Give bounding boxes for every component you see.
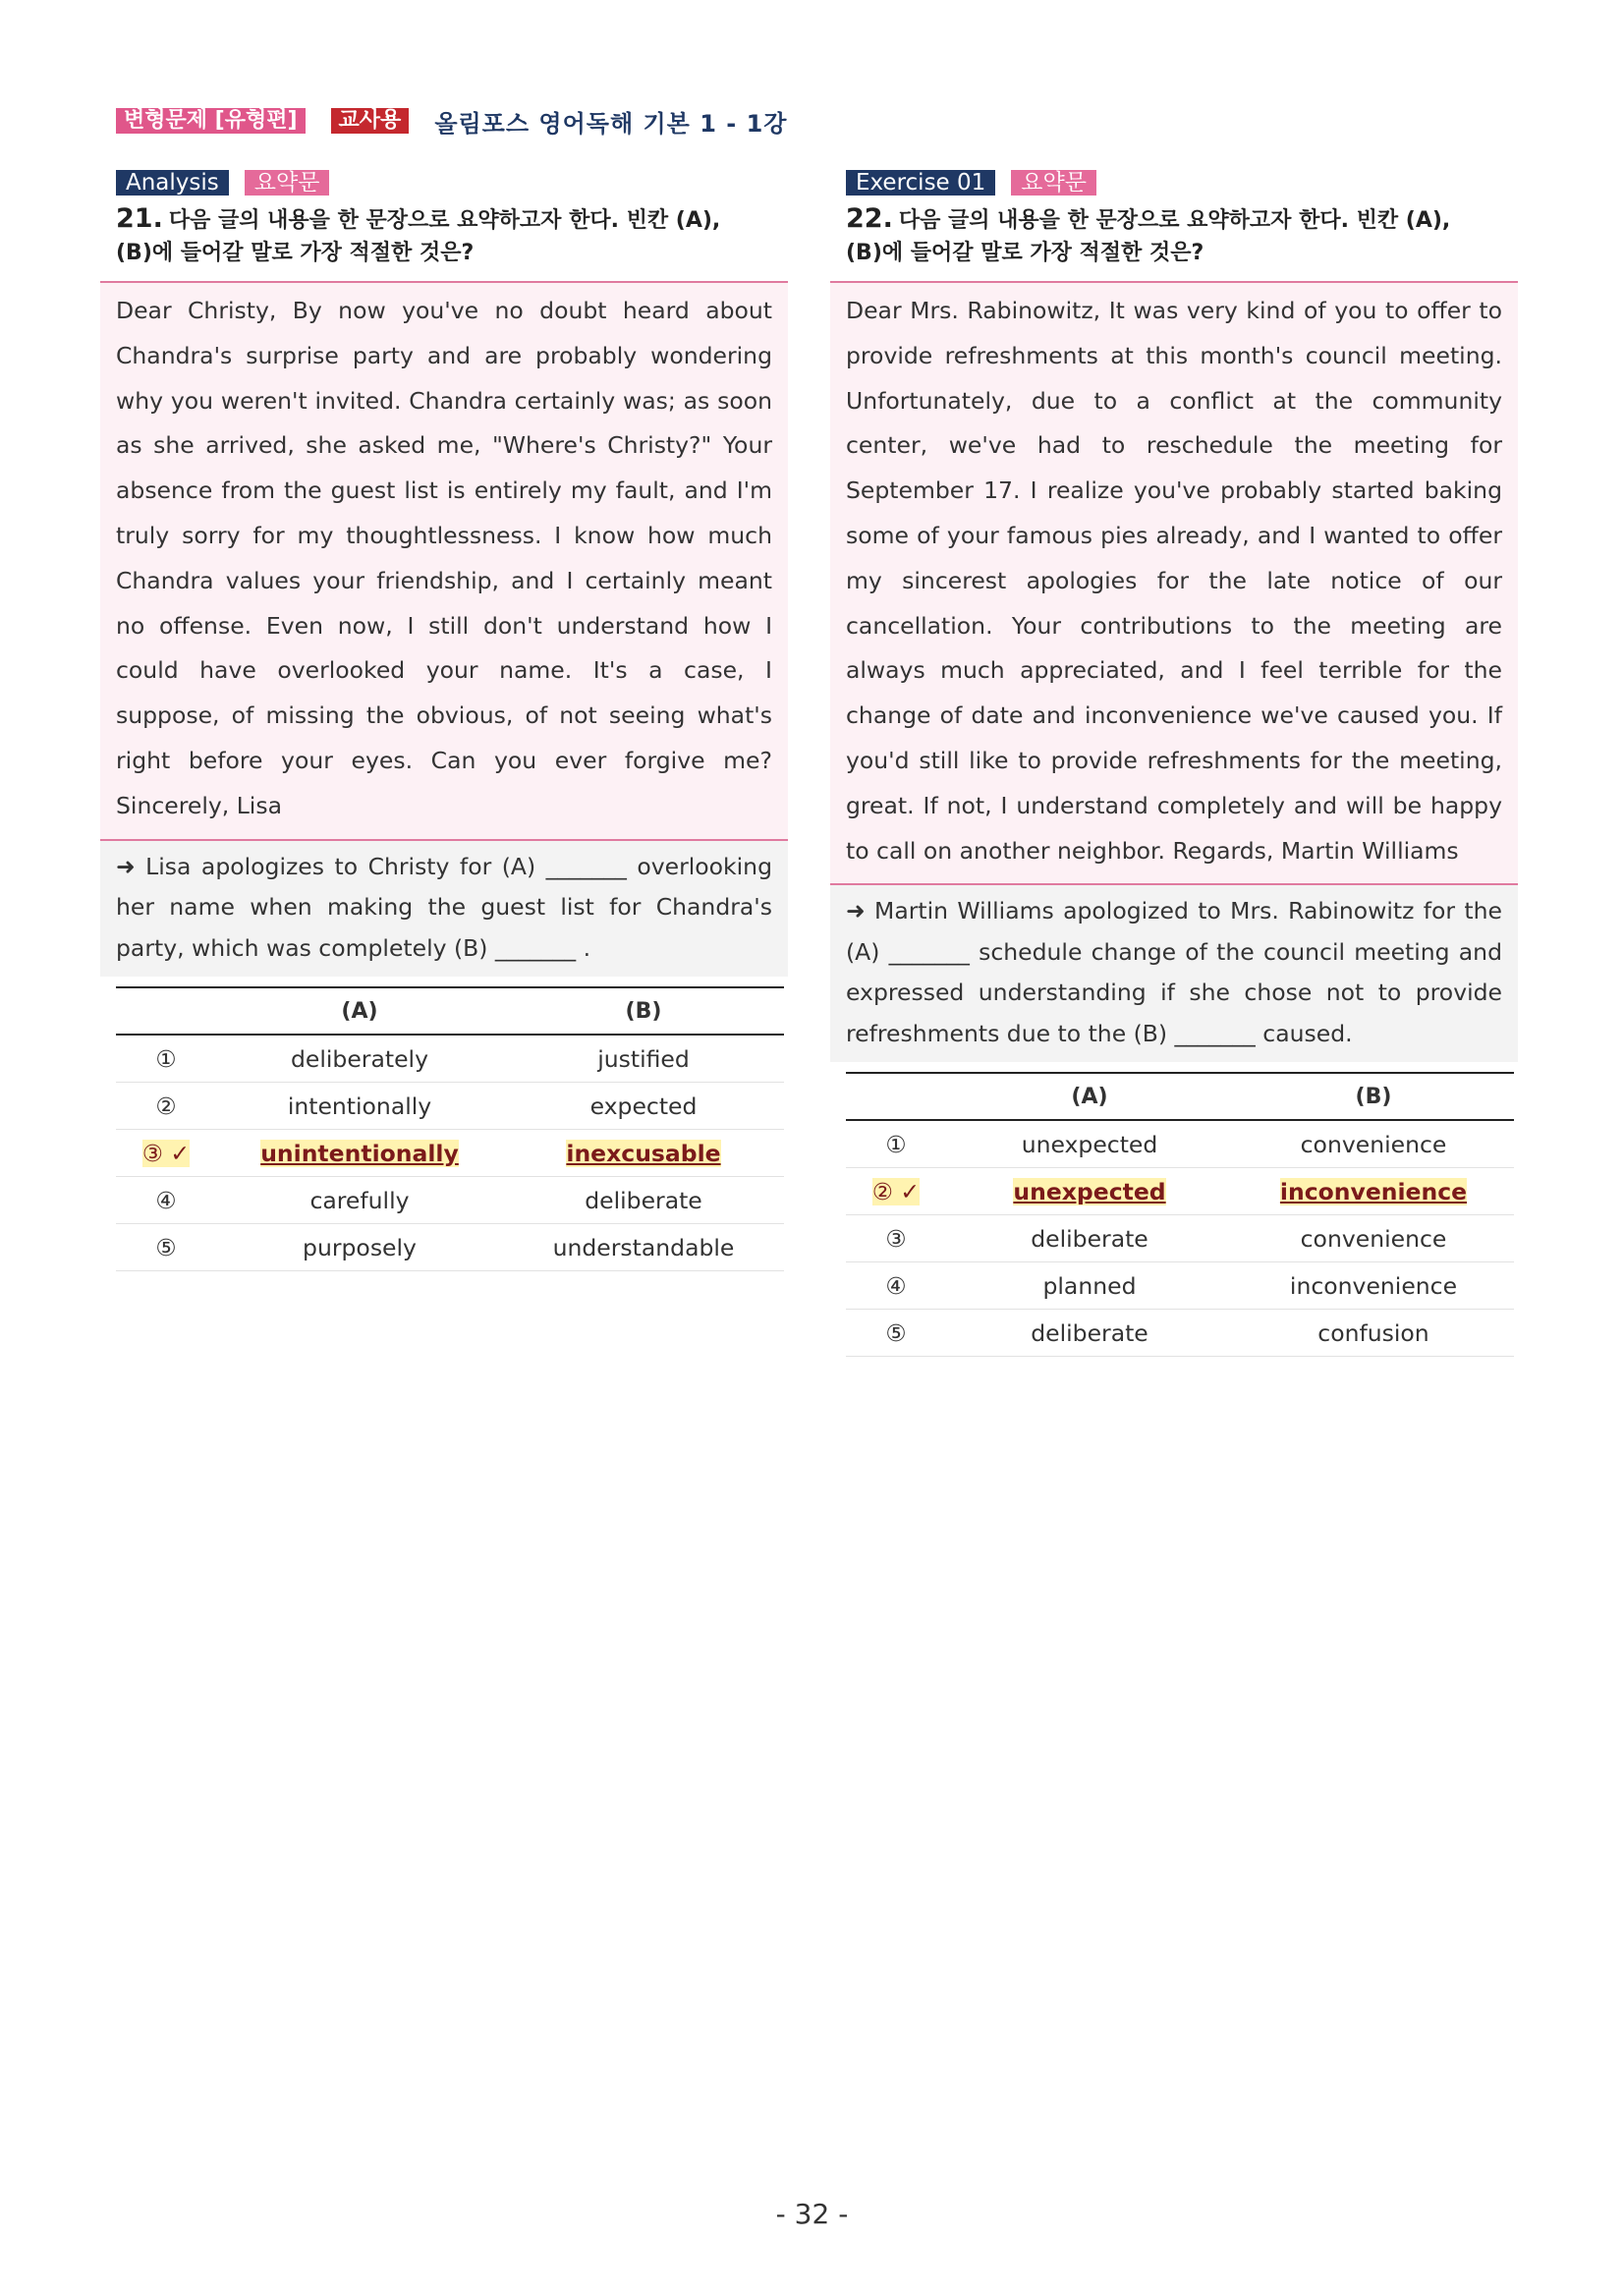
choice-b: expected: [503, 1083, 784, 1130]
column-a-header: (A): [216, 987, 503, 1035]
exercise-label: Exercise 01: [846, 170, 995, 196]
choice-number: ②: [116, 1083, 216, 1130]
summary-type-label: 요약문: [1011, 170, 1096, 196]
choice-row[interactable]: [846, 1120, 1514, 1168]
choice-b: inconvenience: [1233, 1262, 1514, 1310]
question-text-line2: (B)에 들어갈 말로 가장 적절한 것은?: [116, 241, 475, 265]
choice-number: ①: [846, 1120, 946, 1168]
correct-choice-b: inconvenience: [1279, 1177, 1468, 1205]
choice-b: convenience: [1233, 1215, 1514, 1262]
correct-choice-number: ③ ✓: [141, 1139, 191, 1167]
question-text-line2: (B)에 들어갈 말로 가장 적절한 것은?: [846, 241, 1204, 265]
choice-b: deliberate: [503, 1177, 784, 1224]
question-text-line1: 다음 글의 내용을 한 문장으로 요약하고자 한다. 빈칸 (A),: [898, 208, 1451, 233]
choices-header-row: [116, 987, 784, 1035]
summary-type-label: 요약문: [245, 170, 330, 196]
choice-row[interactable]: [116, 1177, 784, 1224]
choice-row[interactable]: [116, 1083, 784, 1130]
choice-a: deliberate: [946, 1310, 1233, 1357]
choice-b: understandable: [503, 1224, 784, 1271]
choice-row[interactable]: [116, 1224, 784, 1271]
choice-row[interactable]: [846, 1262, 1514, 1310]
correct-choice-a: unintentionally: [260, 1139, 459, 1167]
correct-choice-number: ② ✓: [871, 1177, 921, 1205]
choice-number: ④: [846, 1262, 946, 1310]
choice-b: confusion: [1233, 1310, 1514, 1357]
reading-passage: Dear Christy, By now you've no doubt heard about Chandra's surprise party and are probably wondering why you weren't invited. Chandra certainly was; as soon as she arrived, she asked me, "Where's Christy?" Your absence from the guest list is entirely my fault, and I'm truly sorry for my thoughtlessness. I know how much Chandra values your friendship, and I certainly meant no offense. Even now, I still don't understand how I could have overlooked your name. It's a case, I suppose, of missing the obvious, of not seeing what's right before your eyes. Can you ever forgive me? Sincerely, Lisa: [100, 281, 788, 841]
question-22-column: [830, 169, 1518, 1357]
column-a-header: (A): [946, 1073, 1233, 1120]
choice-number: ③: [846, 1215, 946, 1262]
choice-row-correct[interactable]: [846, 1168, 1514, 1215]
choice-a: intentionally: [216, 1083, 503, 1130]
question-labels: [830, 169, 1518, 196]
choice-a: unexpected: [946, 1120, 1233, 1168]
summary-sentence: ➜ Martin Williams apologized to Mrs. Rabinowitz for the (A) _______ schedule change of the council meeting and expressed understanding if she chose not to provide refreshments due to the (B) _______ caused.: [830, 885, 1518, 1062]
column-b-header: (B): [1233, 1073, 1514, 1120]
choice-row[interactable]: [846, 1215, 1514, 1262]
correct-choice-b: inexcusable: [566, 1139, 721, 1167]
book-title: 올림포스 영어독해 기본 1 - 1강: [434, 109, 788, 138]
column-b-header: (B): [503, 987, 784, 1035]
choice-a: deliberately: [216, 1035, 503, 1083]
correct-choice-a: unexpected: [1013, 1177, 1166, 1205]
question-title: [830, 202, 1518, 269]
choice-row-correct[interactable]: [116, 1130, 784, 1177]
question-21-column: [100, 169, 788, 1271]
page-number: - 32 -: [775, 2198, 849, 2230]
question-text-line1: 다음 글의 내용을 한 문장으로 요약하고자 한다. 빈칸 (A),: [168, 208, 721, 233]
answer-choices-table: [846, 1072, 1514, 1357]
choice-number-header: [116, 987, 216, 1035]
choice-number: ④: [116, 1177, 216, 1224]
choice-a: purposely: [216, 1224, 503, 1271]
question-title: [100, 202, 788, 269]
choice-number-header: [846, 1073, 946, 1120]
teacher-tag: 교사용: [331, 108, 410, 134]
page-header: [116, 106, 787, 136]
choice-a: carefully: [216, 1177, 503, 1224]
choice-a: planned: [946, 1262, 1233, 1310]
question-labels: [100, 169, 788, 196]
choice-number: ⑤: [846, 1310, 946, 1357]
reading-passage: Dear Mrs. Rabinowitz, It was very kind of you to offer to provide refreshments at this month's council meeting. Unfortunately, due to a conflict at the community center, we've had to reschedule the meeting for September 17. I realize you've probably started baking some of your famous pies already, and I wanted to offer my sincerest apologies for the late notice of our cancellation. Your contributions to the meeting are always much appreciated, and I feel terrible for the change of date and inconvenience we've caused you. If you'd still like to provide refreshments for the meeting, great. If not, I understand completely and will be happy to call on another neighbor. Regards, Martin Williams: [830, 281, 1518, 885]
answer-choices-table: [116, 986, 784, 1271]
choice-row[interactable]: [116, 1035, 784, 1083]
choice-b: convenience: [1233, 1120, 1514, 1168]
summary-sentence: ➜ Lisa apologizes to Christy for (A) _______ overlooking her name when making the guest list for Chandra's party, which was completely (B) _______ .: [100, 841, 788, 978]
variant-type-tag: 변형문제 [유형편]: [116, 108, 306, 134]
choice-b: justified: [503, 1035, 784, 1083]
choice-number: ①: [116, 1035, 216, 1083]
analysis-label: Analysis: [116, 170, 229, 196]
choices-header-row: [846, 1073, 1514, 1120]
question-number: 21.: [116, 203, 163, 234]
choice-row[interactable]: [846, 1310, 1514, 1357]
choice-number: ⑤: [116, 1224, 216, 1271]
choice-a: deliberate: [946, 1215, 1233, 1262]
question-number: 22.: [846, 203, 893, 234]
